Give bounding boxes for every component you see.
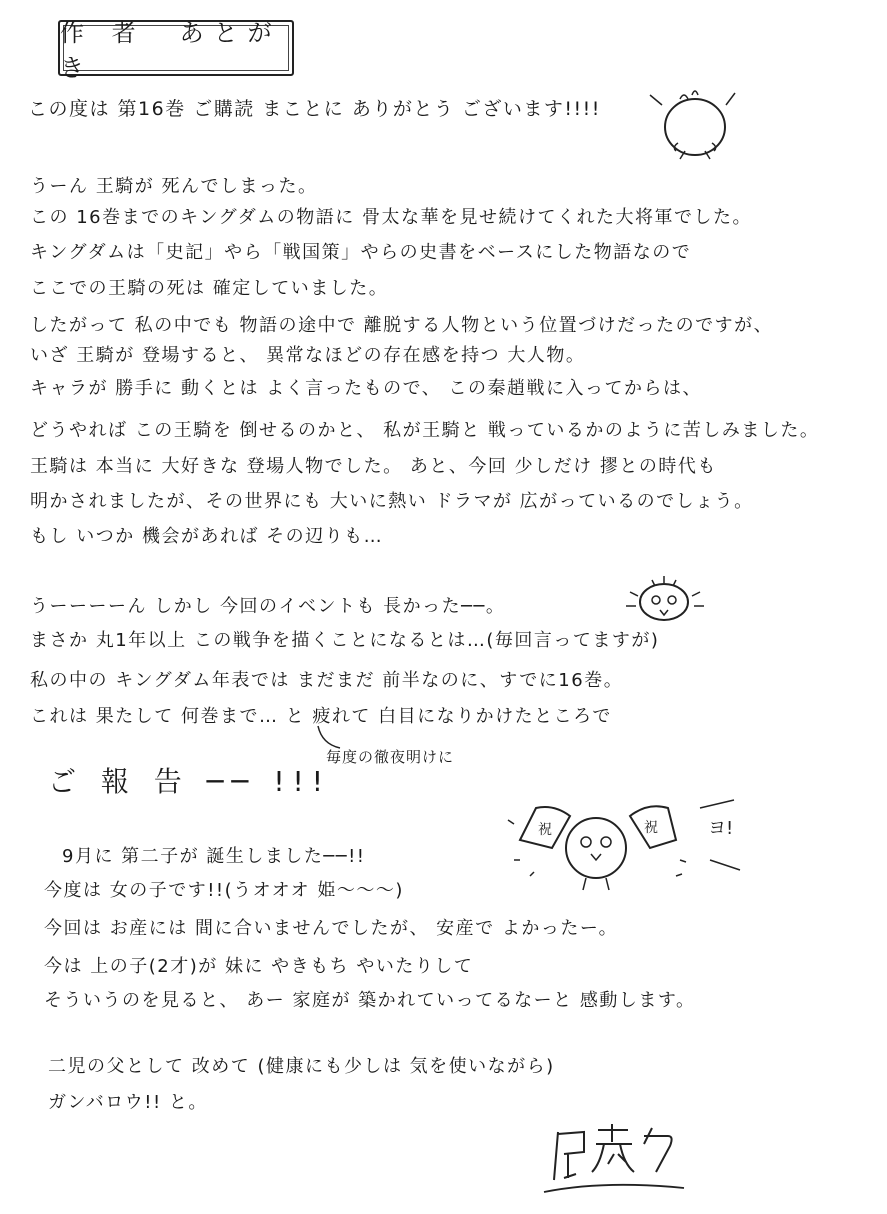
closing-line: 二児の父として 改めて (健康にも少しは 気を使いながら): [48, 1056, 555, 1077]
small-chick-doodle-icon: [612, 572, 722, 632]
author-signature: [540, 1120, 690, 1200]
paragraph3-line: 今回は お産には 間に合いませんでしたが、 安産で よかったー。: [44, 918, 619, 939]
exclaim-text: ヨ!: [708, 818, 734, 839]
paragraph2-line: まさか 丸1年以上 この戦争を描くことになるとは…(毎回言ってますが): [30, 630, 660, 651]
paragraph1-line: ここでの王騎の死は 確定していました。: [30, 278, 389, 299]
chick-doodle-icon: [640, 85, 750, 165]
page-title: 作 者 あとがき: [58, 20, 294, 76]
paragraph1-line: したがって 私の中でも 物語の途中で 離脱する人物という位置づけだったのですが、: [30, 315, 774, 336]
paragraph1-line: キャラが 勝手に 動くとは よく言ったもので、 この秦趙戦に入ってからは、: [30, 378, 703, 399]
paragraph2-line: これは 果たして 何巻まで… と 疲れて 白目になりかけたところで: [30, 706, 612, 727]
paragraph1-line: 明かされましたが、その世界にも 大いに熱い ドラマが 広がっているのでしょう。: [30, 491, 754, 512]
paragraph2-line: うーーーーん しかし 今回のイベントも 長かった──。: [30, 596, 506, 617]
paragraph1-line: どうやれば この王騎を 倒せるのかと、 私が王騎と 戦っているかのように苦しみました。: [30, 420, 820, 441]
paragraph3-line: 今は 上の子(2才)が 妹に やきもち やいたりして: [44, 956, 474, 977]
paragraph2-line: 私の中の キングダム年表では まだまだ 前半なのに、すでに16巻。: [30, 670, 624, 691]
paragraph1-line: キングダムは「史記」やら「戦国策」やらの史書をベースにした物語なので: [30, 242, 692, 263]
fan-left-text: 祝: [538, 822, 552, 838]
insert-note: 毎度の徹夜明けに: [326, 748, 455, 766]
paragraph1-line: この 16巻までのキングダムの物語に 骨太な華を見せ続けてくれた大将軍でした。: [30, 207, 752, 228]
greeting-line: この度は 第16巻 ご購読 まことに ありがとう ございます!!!!: [28, 98, 601, 120]
fan-right-text: 祝: [644, 820, 658, 836]
paragraph1-line: うーん 王騎が 死んでしまった。: [30, 176, 318, 197]
paragraph3-line: そういうのを見ると、 あー 家庭が 築かれていってるなーと 感動します。: [44, 990, 696, 1011]
paragraph3-line: 9月に 第二子が 誕生しました──!!: [62, 846, 366, 867]
announcement-heading: ご 報 告 ── !!!: [48, 765, 331, 798]
paragraph3-line: 今度は 女の子です!!(うオオオ 姫〜〜〜): [44, 880, 404, 901]
paragraph1-line: 王騎は 本当に 大好きな 登場人物でした。 あと、今回 少しだけ 摎との時代も: [30, 456, 717, 477]
paragraph1-line: いざ 王騎が 登場すると、 異常なほどの存在感を持つ 大人物。: [30, 345, 586, 366]
paragraph1-line: もし いつか 機会があれば その辺りも…: [30, 526, 384, 547]
celebration-chick-doodle-icon: [500, 790, 750, 895]
closing-line: ガンバロウ!! と。: [48, 1092, 208, 1113]
